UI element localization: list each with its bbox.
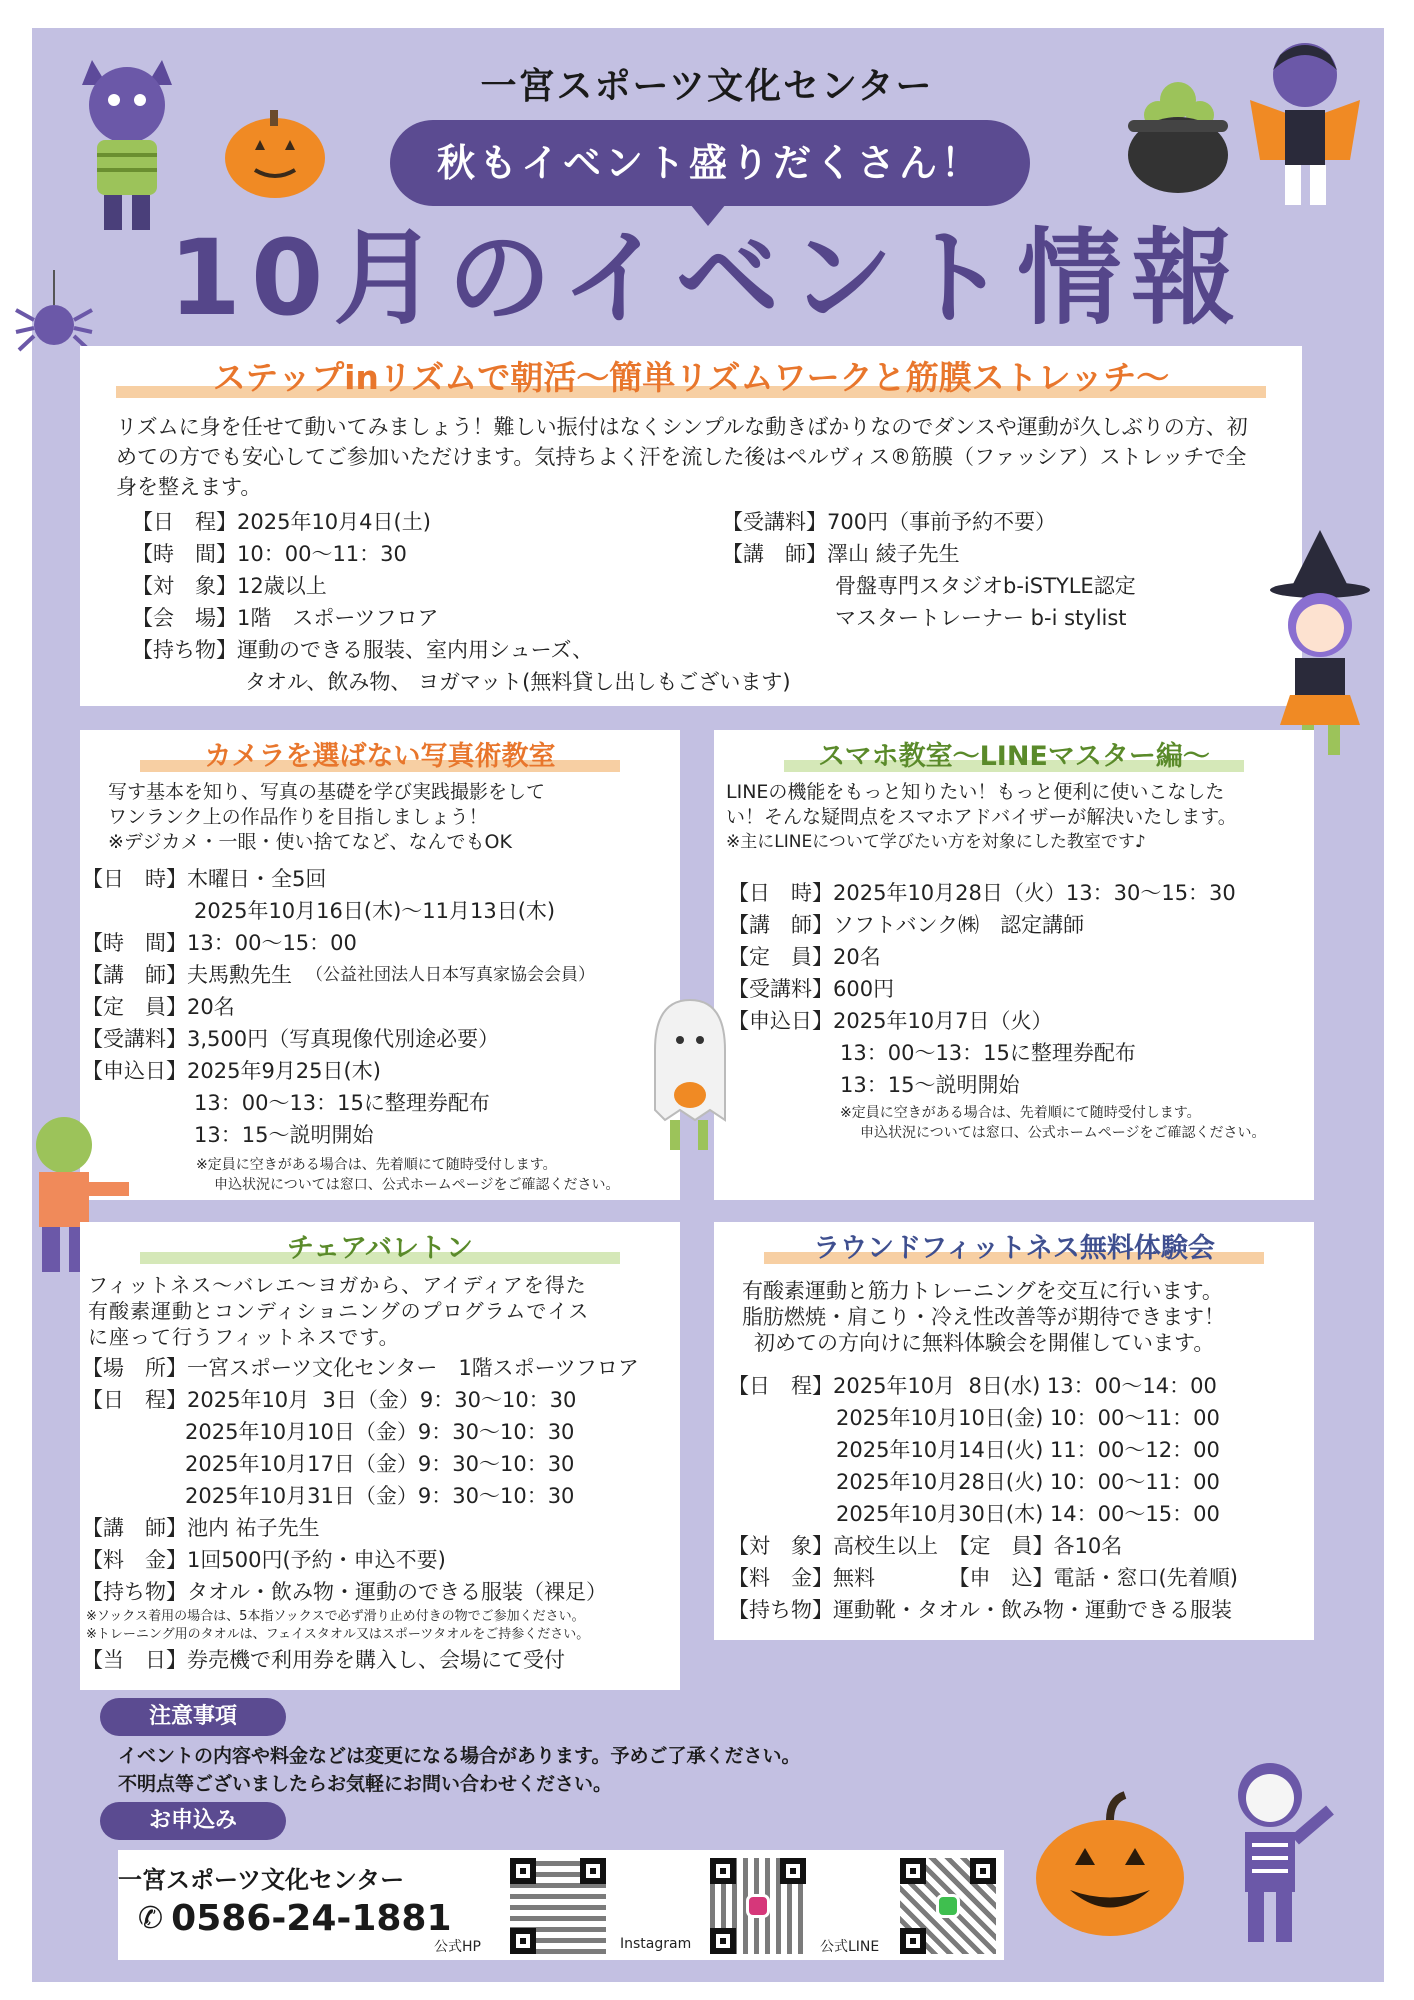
detail-label: 【持ち物】: [728, 1598, 833, 1622]
witch-icon: [1250, 530, 1390, 760]
detail-value: マスタートレーナー b-i stylist: [835, 606, 1127, 630]
note-line: ※ソックス着用の場合は、5本指ソックスで必ず滑り止め付きの物でご参加ください。: [86, 1609, 585, 1624]
detail-label: 【講 師】: [82, 963, 187, 987]
cauldron-icon: [1118, 70, 1238, 200]
event-description: [108, 780, 680, 855]
detail-value: 2025年10月7日（火）: [833, 1009, 1053, 1033]
detail-value: 澤山 綾子先生: [827, 542, 960, 566]
phone-row: [138, 1898, 452, 1939]
detail-label: 【日 程】: [82, 1388, 187, 1412]
contact-box: [118, 1850, 1004, 1960]
page-title: 10月のイベント情報: [168, 217, 1246, 339]
detail-value: 運動のできる服装、室内用シューズ、: [237, 638, 594, 662]
detail-label: 【講 師】: [728, 913, 833, 937]
detail-value: 夫馬勲先生: [187, 963, 292, 987]
detail-value: 13：00～13：15に整理券配布: [840, 1041, 1136, 1065]
detail-label: 【対 象】: [132, 574, 237, 598]
detail-value: 無料 【申 込】電話・窓口(先着順): [833, 1566, 1238, 1590]
event-title-text: ステップinリズムで朝活～簡単リズムワークと筋膜ストレッチ～: [212, 358, 1170, 397]
detail-label: 【日 時】: [82, 867, 187, 891]
detail-label: 【料 金】: [82, 1548, 187, 1572]
detail-value: 2025年10月31日（金）9：30～10：30: [185, 1484, 575, 1508]
detail-label: 【場 所】: [82, 1356, 187, 1380]
detail-value: 2025年10月 3日（金）9：30～10：30: [187, 1388, 577, 1412]
detail-label: 【日 程】: [132, 510, 237, 534]
qr-instagram-caption: Instagram: [620, 1936, 692, 1952]
detail-label: 【講 師】: [722, 542, 827, 566]
detail-label: 【日 時】: [728, 881, 833, 905]
detail-value: 一宮スポーツ文化センター 1階スポーツフロア: [187, 1356, 639, 1380]
contact-org: 一宮スポーツ文化センター: [118, 1866, 405, 1894]
detail-value: 20名: [187, 995, 235, 1019]
event-details-right: [722, 506, 1136, 698]
desc-line: 有酸素運動と筋力トレーニングを交互に行います。: [742, 1279, 1223, 1303]
event-title: [714, 1226, 1314, 1266]
phone-icon: ✆: [138, 1901, 164, 1936]
detail-value: 2025年10月4日(土): [237, 510, 431, 534]
event-details: [728, 877, 1314, 1101]
desc-line: ワンランク上の作品作りを目指しましょう！: [108, 806, 488, 828]
detail-value: 20名: [833, 945, 881, 969]
jack-o-lantern-icon: [1030, 1790, 1190, 1940]
detail-label: 【会 場】: [132, 606, 237, 630]
event-title: [80, 352, 1302, 400]
pumpkin-icon: [220, 100, 330, 200]
event-title-text: チェアバレトン: [286, 1233, 474, 1264]
event-details: [82, 1352, 680, 1608]
detail-value: 2025年10月28日(火) 10：00～11：00: [836, 1470, 1220, 1494]
event-title: [80, 1226, 680, 1266]
ghost-icon: [640, 990, 740, 1160]
desc-line: に座って行うフィットネスです。: [88, 1325, 400, 1349]
instagram-icon: [746, 1894, 770, 1918]
detail-value: 骨盤専門スタジオb-iSTYLE認定: [835, 574, 1136, 598]
qr-code-instagram[interactable]: [710, 1858, 806, 1954]
detail-label: 【受講料】: [722, 510, 827, 534]
detail-label: 【講 師】: [82, 1516, 187, 1540]
event-smartphone-class: [714, 730, 1314, 1200]
event-title: [714, 734, 1314, 774]
phone-number[interactable]: 0586-24-1881: [171, 1898, 452, 1939]
detail-value: 13：00～13：15に整理券配布: [194, 1091, 490, 1115]
event-photo-class: [80, 730, 680, 1200]
detail-value: 12歳以上: [237, 574, 327, 598]
detail-value: タオル、飲み物、 ヨガマット(無料貸し出しもございます): [245, 670, 791, 694]
event-chair-barreton: [80, 1222, 680, 1690]
notice-line: 不明点等ございましたらお気軽にお問い合わせください。: [118, 1773, 613, 1795]
detail-value: 3,500円（写真現像代別途必要）: [187, 1027, 500, 1051]
detail-label: 【日 程】: [728, 1374, 833, 1398]
detail-label: 【定 員】: [82, 995, 187, 1019]
qr-line-caption: 公式LINE: [820, 1939, 880, 1955]
detail-value: 運動靴・タオル・飲み物・運動できる服装: [833, 1598, 1232, 1622]
detail-value: 1回500円(予約・申込不要): [187, 1548, 446, 1572]
qr-hp-caption: 公式HP: [434, 1939, 481, 1955]
note-line: 申込状況については窓口、公式ホームページをご確認ください。: [860, 1125, 1266, 1141]
detail-value: 10：00～11：30: [237, 542, 407, 566]
event-title-text: ラウンドフィットネス無料体験会: [813, 1233, 1215, 1264]
notice-text: [118, 1742, 800, 1798]
detail-label: 【当 日】: [82, 1648, 187, 1672]
detail-value: ソフトバンク㈱ 認定講師: [833, 913, 1085, 937]
detail-value: 2025年9月25日(木): [187, 1059, 381, 1083]
event-step-rhythm: [80, 346, 1302, 706]
event-title-text: カメラを選ばない写真術教室: [204, 741, 556, 772]
detail-label: 【料 金】: [728, 1566, 833, 1590]
detail-label: 【時 間】: [132, 542, 237, 566]
detail-value: 13：15～説明開始: [840, 1073, 1020, 1097]
detail-value: 700円（事前予約不要）: [827, 510, 1057, 534]
desc-line: 初めての方向けに無料体験会を開催しています。: [754, 1331, 1215, 1355]
detail-value: 1階 スポーツフロア: [237, 606, 439, 630]
detail-value: 券売機で利用券を購入し、会場にて受付: [187, 1648, 565, 1672]
note-line: ※定員に空きがある場合は、先着順にて随時受付します。: [840, 1105, 1201, 1121]
detail-value: 13：15～説明開始: [194, 1123, 374, 1147]
detail-label: 【申込日】: [728, 1009, 833, 1033]
note-line: ※トレーニング用のタオルは、フェイスタオル又はスポーツタオルをご持参ください。: [86, 1627, 590, 1642]
desc-line: 脂肪燃焼・肩こり・冷え性改善等が期待できます！: [742, 1305, 1225, 1329]
detail-value: 2025年10月16日(木)～11月13日(木): [194, 899, 556, 923]
detail-value: 2025年10月30日(木) 14：00～15：00: [836, 1502, 1220, 1526]
notice-line: イベントの内容や料金などは変更になる場合があります。予めご了承ください。: [118, 1745, 801, 1767]
event-description: リズムに身を任せて動いてみましょう！難しい振付はなくシンプルな動きばかりなのでダンスや運動が久しぶりの方、初めての方でも安心してご参加いただけます。気持ちよく汗を流した後はペルヴィス®筋膜（ファッシア）ストレッチで全身を整えます。: [116, 415, 1248, 499]
detail-value: タオル・飲み物・運動のできる服装（裸足）: [187, 1580, 607, 1604]
lecturer-affiliation: （公益社団法人日本写真家協会会員）: [306, 965, 595, 985]
vampire-icon: [1230, 30, 1380, 220]
event-details: [82, 863, 680, 1151]
detail-label: 【持ち物】: [82, 1580, 187, 1604]
desc-line: LINEの機能をもっと知りたい！もっと便利に使いこなした: [726, 781, 1225, 803]
line-icon: [936, 1894, 960, 1918]
detail-value: 木曜日・全5回: [187, 867, 327, 891]
desc-line: 写す基本を知り、写真の基礎を学び実践撮影をして: [108, 781, 546, 803]
detail-value: 2025年10月10日(金) 10：00～11：00: [836, 1406, 1220, 1430]
headline-bubble: 秋もイベント盛りだくさん！: [390, 120, 1030, 206]
detail-value: 2025年10月10日（金）9：30～10：30: [185, 1420, 575, 1444]
werewolf-icon: [52, 40, 202, 240]
event-description: [726, 780, 1314, 855]
detail-label: 【定 員】: [728, 945, 833, 969]
desc-line: ※デジカメ・一眼・使い捨てなど、なんでもOK: [108, 831, 512, 853]
detail-label: 【申込日】: [82, 1059, 187, 1083]
desc-line: ※主にLINEについて学びたい方を対象にした教室です♪: [726, 832, 1146, 852]
qr-code-hp[interactable]: [510, 1858, 606, 1954]
detail-value: 2025年10月 8日(水) 13：00～14：00: [833, 1374, 1217, 1398]
detail-value: 2025年10月17日（金）9：30～10：30: [185, 1452, 575, 1476]
note-line: ※定員に空きがある場合は、先着順にて随時受付します。: [196, 1157, 557, 1173]
detail-value: 13：00～15：00: [187, 931, 357, 955]
detail-label: 【対 象】: [728, 1534, 833, 1558]
event-description: [742, 1278, 1314, 1356]
skeleton-icon: [1200, 1750, 1350, 1960]
desc-line: い！そんな疑問点をスマホアドバイザーが解決いたします。: [726, 806, 1237, 828]
detail-value: 600円: [833, 977, 895, 1001]
detail-value: 池内 祐子先生: [187, 1516, 320, 1540]
event-round-fitness: [714, 1222, 1314, 1640]
event-title-text: スマホ教室～LINEマスター編～: [818, 741, 1210, 772]
detail-value: 2025年10月28日（火）13：30～15：30: [833, 881, 1236, 905]
desc-line: 有酸素運動とコンディショニングのプログラムでイス: [88, 1299, 590, 1323]
event-description: [88, 1272, 680, 1350]
detail-label: 【時 間】: [82, 931, 187, 955]
center-name: 一宮スポーツ文化センター: [480, 66, 934, 107]
note-line: 申込状況については窓口、公式ホームページをご確認ください。: [214, 1177, 620, 1193]
detail-label: 【受講料】: [82, 1027, 187, 1051]
desc-line: フィットネス～バレエ～ヨガから、アイディアを得た: [88, 1273, 587, 1297]
detail-value: 2025年10月14日(火) 11：00～12：00: [836, 1438, 1220, 1462]
event-title: [80, 734, 680, 774]
detail-label: 【持ち物】: [132, 638, 237, 662]
apply-label: お申込み: [100, 1802, 286, 1840]
detail-value: 高校生以上 【定 員】各10名: [833, 1534, 1123, 1558]
detail-label: 【受講料】: [728, 977, 833, 1001]
qr-code-line[interactable]: [900, 1858, 996, 1954]
event-details: [728, 1370, 1314, 1626]
notice-label: 注意事項: [100, 1698, 286, 1736]
